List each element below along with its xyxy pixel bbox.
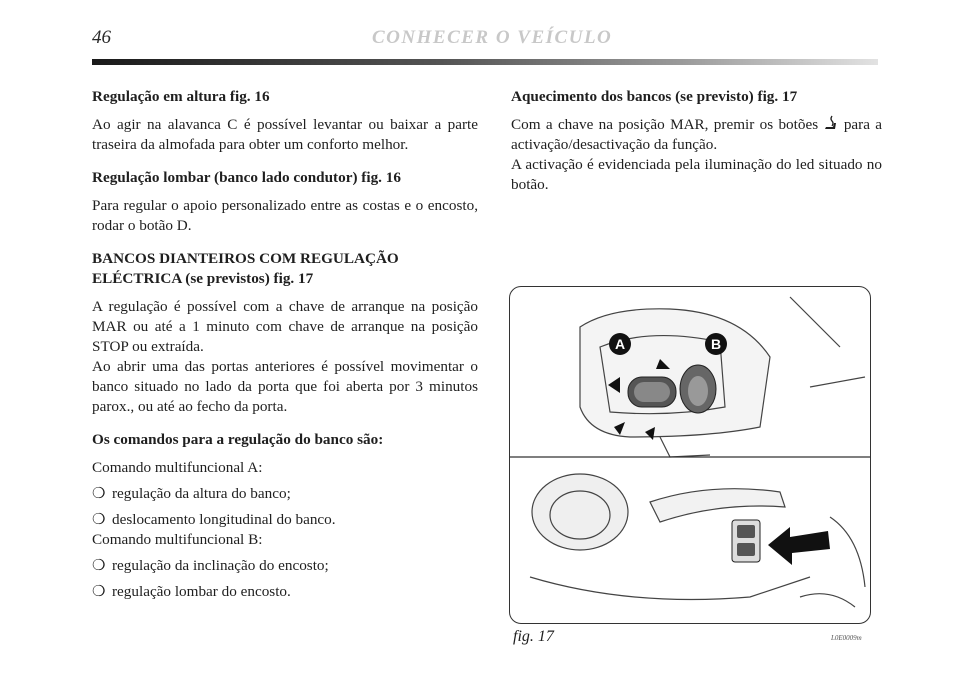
heading-electric-line2: ELÉCTRICA (se previstos) fig. 17 [92, 270, 314, 287]
bullet-icon: ❍ [92, 583, 106, 600]
para-seat-heating [511, 115, 882, 195]
heading-electric-seats [92, 249, 478, 289]
para-electric-seats [92, 297, 478, 417]
heading-lumbar-adjust: Regulação lombar (banco lado condutor) fig. 16 [92, 169, 401, 186]
label-a-badge [609, 333, 631, 355]
switch-b-icon [680, 365, 716, 413]
command-b-item-2: regulação lombar do encosto. [112, 583, 291, 600]
list-item [92, 556, 478, 576]
bullet-icon: ❍ [92, 557, 106, 574]
figure-caption: fig. 17 [513, 628, 554, 645]
heading-electric-line1: BANCOS DIANTEIROS COM REGULAÇÃO [92, 250, 399, 267]
seat-controls-drawing [510, 287, 870, 623]
command-a-label: Comando multifuncional A: [92, 459, 263, 476]
switch-a-icon [628, 377, 676, 407]
heading-commands: Os comandos para a regulação do banco são: [92, 431, 384, 448]
command-b-label: Comando multifuncional B: [92, 531, 263, 548]
running-header-title: CONHECER O VEÍCULO [372, 27, 613, 48]
para-heating-1a: Com a chave na posição MAR, premir os botões [511, 116, 819, 133]
bullet-icon: ❍ [92, 511, 106, 528]
para-electric-1: A regulação é possível com a chave de arranque na posição MAR ou até a 1 minuto com chave de arranque na posição STOP ou extraída. [92, 298, 478, 355]
figure-17-illustration [509, 286, 871, 624]
para-electric-2: Ao abrir uma das portas anteriores é possível movimentar o banco situado no lado da porta que foi aberta por 3 minutos parox., ou até ao fecho da porta. [92, 358, 478, 415]
command-list [92, 458, 478, 602]
right-column [511, 87, 882, 195]
para-heating-2: A activação é evidenciada pela iluminação do led situado no botão. [511, 156, 882, 193]
para-heating-1b: para a activação/desactivação da função. [511, 116, 883, 153]
list-item [92, 510, 478, 530]
page-number: 46 [92, 27, 111, 48]
seat-heater-icon [823, 115, 838, 131]
heading-seat-heating: Aquecimento dos bancos (se previsto) fig. 17 [511, 88, 798, 105]
list-item [92, 582, 478, 602]
pointer-arrow-icon [768, 527, 830, 565]
header-rule [92, 59, 878, 65]
list-item [92, 484, 478, 504]
label-b: B [710, 336, 722, 352]
para-lumbar-adjust: Para regular o apoio personalizado entre as costas e o encosto, rodar o botão D. [92, 197, 478, 234]
para-height-adjust: Ao agir na alavanca C é possível levantar ou baixar a parte traseira da almofada para obter um conforto melhor. [92, 116, 478, 153]
command-a-item-2: deslocamento longitudinal do banco. [112, 511, 336, 528]
heading-height-adjust: Regulação em altura fig. 16 [92, 88, 270, 105]
label-a: A [614, 336, 626, 352]
heating-buttons-icon [732, 520, 760, 562]
bullet-icon: ❍ [92, 485, 106, 502]
command-a-item-1: regulação da altura do banco; [112, 485, 291, 502]
seat-side-panel [580, 297, 865, 457]
command-b-item-1: regulação da inclinação do encosto; [112, 557, 329, 574]
figure-code: L0E0009m [831, 634, 862, 642]
label-b-badge [705, 333, 727, 355]
left-column [92, 87, 478, 602]
